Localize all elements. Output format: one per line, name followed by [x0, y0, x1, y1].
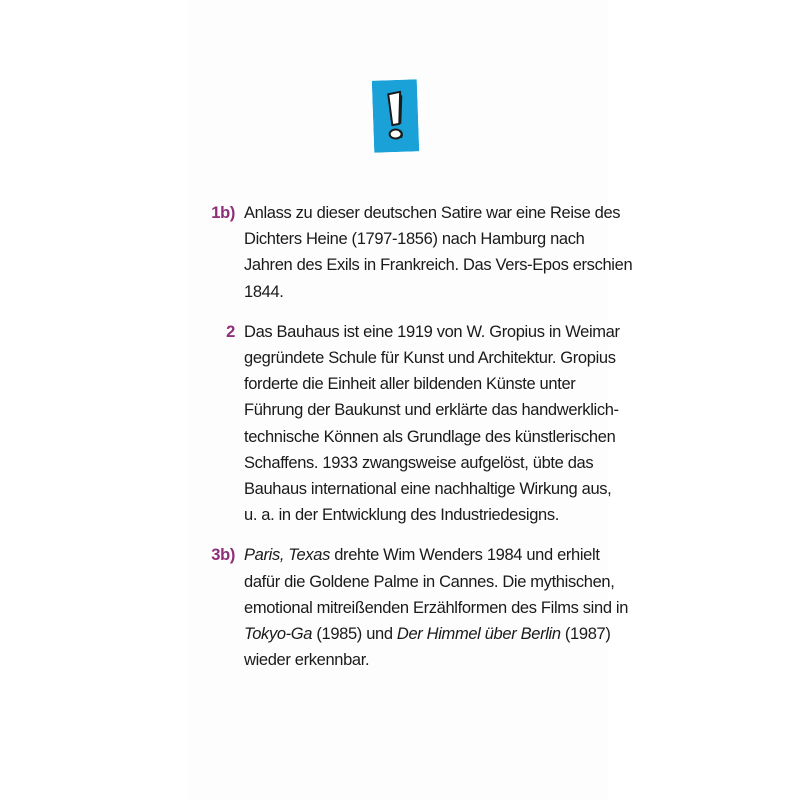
entry-line: Anlass zu dieser deutschen Satire war eine Reise des: [244, 204, 621, 222]
entry-line: [244, 621, 611, 647]
entry-line: Dichters Heine (1797-1856) nach Hamburg nach: [244, 230, 585, 249]
entry-line: Das Bauhaus ist eine 1919 von W. Gropius in Weimar: [244, 322, 620, 341]
entry-text: [244, 319, 620, 529]
entry-line-text: (1985) und: [312, 625, 397, 644]
answer-list: [200, 200, 633, 687]
entry-line: forderte die Einheit aller bildenden Künste unter: [244, 375, 576, 394]
entry-number: 1b): [211, 204, 235, 222]
entry-line: Bauhaus international eine nachhaltige Wirkung aus,: [244, 480, 612, 499]
entry-line: dafür die Goldene Palme in Cannes. Die mythischen,: [244, 572, 615, 591]
entry-line: Jahren des Exils in Frankreich. Das Vers-Epos erschien: [244, 256, 633, 275]
entry-line: wieder erkennbar.: [244, 651, 370, 670]
entry-line: Schaffens. 1933 zwangsweise aufgelöst, übte das: [244, 453, 594, 472]
entry-line: [244, 542, 600, 568]
entry-line: technische Können als Grundlage des künstlerischen: [244, 427, 616, 446]
entry-text: [244, 542, 629, 673]
exclamation-icon: [372, 79, 419, 153]
entry-line: emotional mitreißenden Erzählformen des Films sind in: [244, 598, 629, 617]
entry-line-text: drehte Wim Wenders 1984 und erhielt: [329, 546, 600, 565]
exclamation-badge: [372, 79, 419, 153]
entry-line: gegründete Schule für Kunst und Architektur. Gropius: [244, 349, 616, 368]
entry-line: 1844.: [244, 282, 284, 301]
answer-entry-1b: [200, 200, 633, 305]
film-title-tokyo-ga: Tokyo-Ga: [244, 625, 313, 644]
entry-number: 3b): [211, 546, 235, 565]
answer-entry-3b: [200, 542, 629, 673]
film-title-paris-texas: Paris, Texas: [244, 546, 330, 565]
entry-line-text: (1987): [560, 625, 611, 644]
entry-text: [244, 200, 633, 305]
film-title-himmel-ueber-berlin: Der Himmel über Berlin: [396, 625, 561, 644]
entry-line: u. a. in der Entwicklung des Industriedesigns.: [244, 506, 560, 525]
entry-line: Führung der Baukunst und erklärte das handwerklich-: [244, 401, 619, 420]
answer-entry-2: [200, 319, 620, 529]
entry-number: 2: [226, 322, 235, 341]
